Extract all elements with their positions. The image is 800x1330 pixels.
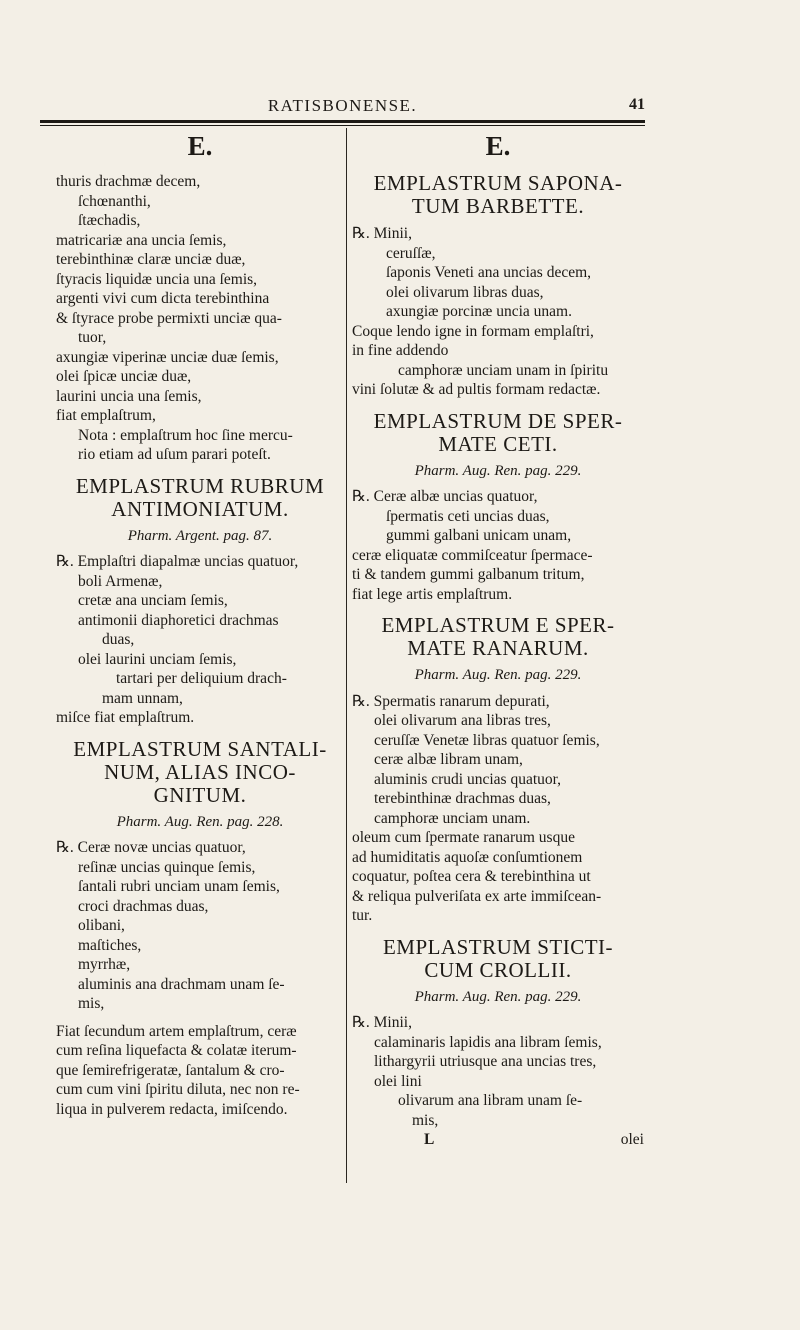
text-line: ad humiditatis aquoſæ conſumtionem <box>352 848 583 866</box>
recipe-title <box>352 614 644 660</box>
text-line: terebinthinæ claræ unciæ duæ, <box>56 251 246 268</box>
text-line: ſchœnanthi, <box>78 192 151 210</box>
text-line: boli Armenæ, <box>78 572 163 590</box>
text-line: camphoræ unciam unam. <box>374 809 531 827</box>
text-line: oleum cum ſpermate ranarum usque <box>352 829 575 846</box>
header-rule <box>40 120 645 123</box>
pharmacopoeia-reference: Pharm. Aug. Ren. pag. 229. <box>414 988 582 1005</box>
text-line: ſantali rubri unciam unam ſemis, <box>78 878 280 895</box>
text-line: maſtiches, <box>78 936 142 954</box>
text-line: Nota : emplaſtrum hoc ſine mercu- <box>78 426 293 444</box>
pharmacopoeia-reference: Pharm. Aug. Ren. pag. 229. <box>414 462 582 479</box>
text-line: mam unnam, <box>102 689 183 707</box>
text-line: ℞. Ceræ albæ uncias quatuor, <box>352 488 538 505</box>
text-line: ℞. Emplaſtri diapalmæ uncias quatuor, <box>56 553 299 570</box>
text-line: laurini uncia una ſemis, <box>56 387 202 405</box>
text-line: olei ſpicæ unciæ duæ, <box>56 368 192 385</box>
text-line: olei olivarum ana libras tres, <box>374 712 551 729</box>
text-line: ſaponis Veneti ana uncias decem, <box>386 264 592 281</box>
recipe-title <box>56 475 344 521</box>
pharmacopoeia-reference: Pharm. Aug. Ren. pag. 228. <box>116 813 284 830</box>
catchword: olei <box>620 1131 644 1148</box>
text-line: axungiæ viperinæ unciæ duæ ſemis, <box>56 348 279 366</box>
page-number: 41 <box>629 96 645 113</box>
text-line: ſtæchadis, <box>78 212 141 229</box>
title-line: EMPLASTRUM STICTI- <box>382 934 614 959</box>
text-line: miſce fiat emplaſtrum. <box>56 709 195 726</box>
title-line: ANTIMONIATUM. <box>111 496 289 521</box>
text-line: tartari per deliquium drach- <box>116 670 287 687</box>
text-line: duas, <box>102 631 135 648</box>
recipe-title <box>352 172 644 218</box>
text-line: gummi galbani unicam unam, <box>386 527 572 544</box>
title-line: EMPLASTRUM E SPER- <box>381 613 615 637</box>
text-line: cum cum vini ſpiritu diluta, nec non re- <box>56 1081 300 1098</box>
text-line: aluminis crudi uncias quatuor, <box>374 770 562 788</box>
title-line: CUM CROLLII. <box>424 957 572 982</box>
text-line: thuris drachmæ decem, <box>56 173 201 190</box>
text-line: camphoræ unciam unam in ſpiritu <box>398 361 609 379</box>
title-line: MATE CETI. <box>438 431 558 456</box>
text-line: terebinthinæ drachmas duas, <box>374 790 551 807</box>
text-line: & ſtyrace probe permixti unciæ qua- <box>56 309 282 327</box>
text-line: ſtyracis liquidæ uncia una ſemis, <box>56 270 258 288</box>
title-line: EMPLASTRUM DE SPER- <box>373 408 623 433</box>
text-line: fiat emplaſtrum, <box>56 407 156 424</box>
text-line: olei olivarum libras duas, <box>386 283 544 301</box>
text-line: ℞. Minii, <box>352 225 412 242</box>
section-letter: E. <box>485 131 511 161</box>
text-line: in fine addendo <box>352 342 449 359</box>
recipe-title <box>56 738 344 807</box>
text-line: antimonii diaphoretici drachmas <box>78 611 279 629</box>
text-line: olei lini <box>374 1072 422 1090</box>
text-line: matricariæ ana uncia ſemis, <box>56 231 227 249</box>
text-line: aluminis ana drachmam unam ſe- <box>78 975 285 993</box>
title-line: TUM BARBETTE. <box>411 194 585 218</box>
text-line: croci drachmas duas, <box>78 897 209 915</box>
title-line: NUM, ALIAS INCO- <box>104 759 296 784</box>
text-line: axungiæ porcinæ uncia unam. <box>386 303 572 320</box>
text-line: mis, <box>78 995 105 1012</box>
text-line: tuor, <box>78 329 107 346</box>
text-line: myrrhæ, <box>78 956 131 973</box>
text-line: cum reſina liquefacta & colatæ iterum- <box>56 1042 297 1059</box>
text-line: vini ſolutæ & ad pultis formam redactæ. <box>352 381 601 398</box>
text-line: ſpermatis ceti uncias duas, <box>386 507 550 525</box>
pharmacopoeia-reference: Pharm. Argent. pag. 87. <box>127 527 273 544</box>
left-column <box>56 128 344 1119</box>
text-line: reſinæ uncias quinque ſemis, <box>78 858 256 876</box>
title-line: EMPLASTRUM SAPONA- <box>373 171 623 195</box>
text-line: & reliqua pulveriſata ex arte immiſcean- <box>352 887 602 905</box>
title-line: EMPLASTRUM RUBRUM <box>75 473 325 498</box>
text-line: ℞. Minii, <box>352 1014 412 1031</box>
text-line: olivarum ana libram unam ſe- <box>398 1092 583 1109</box>
text-line: fiat lege artis emplaſtrum. <box>352 585 513 603</box>
text-line: cretæ ana unciam ſemis, <box>78 592 228 609</box>
running-title: RATISBONENSE. <box>267 96 418 115</box>
text-line: mis, <box>412 1111 439 1129</box>
title-line: MATE RANARUM. <box>407 636 589 660</box>
text-line: que ſemirefrigeratæ, ſantalum & cro- <box>56 1061 285 1079</box>
recipe-title <box>352 936 644 982</box>
text-line: ℞. Spermatis ranarum depurati, <box>352 692 550 710</box>
text-line: lithargyrii utriusque ana uncias tres, <box>374 1053 597 1070</box>
text-line: calaminaris lapidis ana libram ſemis, <box>374 1033 602 1051</box>
text-line: Fiat ſecundum artem emplaſtrum, ceræ <box>56 1022 297 1040</box>
signature-mark: L <box>424 1131 435 1148</box>
page-header <box>40 96 645 120</box>
page-footer <box>352 1130 644 1150</box>
header-rule-thin <box>40 125 645 126</box>
text-line: Coque lendo igne in formam emplaſtri, <box>352 322 594 340</box>
text-line: coquatur, poſtea cera & terebinthina ut <box>352 868 591 885</box>
text-line: liqua in pulverem redacta, imiſcendo. <box>56 1100 288 1118</box>
text-line: tur. <box>352 907 373 924</box>
text-line: ℞. Ceræ novæ uncias quatuor, <box>56 839 246 856</box>
text-line: ceruſſæ, <box>386 244 436 262</box>
title-line: GNITUM. <box>153 782 247 807</box>
text-line: olibani, <box>78 917 125 934</box>
column-divider <box>346 128 347 1183</box>
text-line: ti & tandem gummi galbanum tritum, <box>352 566 585 583</box>
text-line: olei laurini unciam ſemis, <box>78 650 237 668</box>
right-column <box>352 128 644 1150</box>
text-line: ceruſſæ Venetæ libras quatuor ſemis, <box>374 731 600 749</box>
pharmacopoeia-reference: Pharm. Aug. Ren. pag. 229. <box>414 667 582 683</box>
text-line: argenti vivi cum dicta terebinthina <box>56 290 270 307</box>
text-line: ceræ eliquatæ commiſceatur ſpermace- <box>352 546 593 564</box>
recipe-title <box>352 410 644 456</box>
text-line: ceræ albæ libram unam, <box>374 751 523 768</box>
title-line: EMPLASTRUM SANTALI- <box>73 736 327 761</box>
text-line: rio etiam ad uſum parari poteſt. <box>78 446 271 463</box>
section-letter: E. <box>187 131 213 161</box>
